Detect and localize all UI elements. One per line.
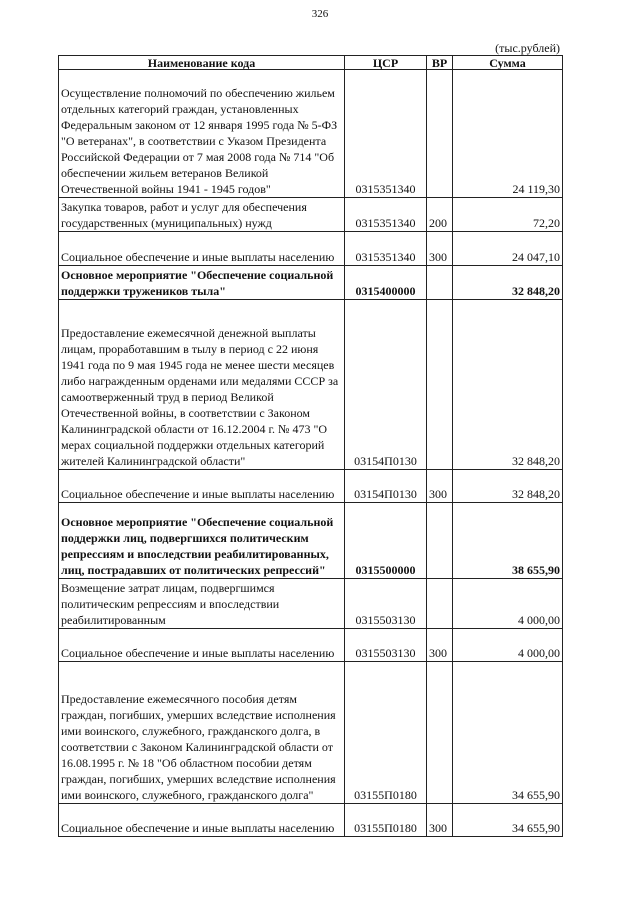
- cell-sum: 32 848,20: [453, 470, 563, 503]
- cell-name: Предоставление ежемесячной денежной выплаты лицам, проработавшим в тылу в период с 22 июня 1941 года по 9 мая 1945 года не менее шести месяцев либо награжденным орденами или медалями СССР за самоотверженный труд в период Великой Отечественной войны, в соответствии с Законом Калининградской области от 16.12.2004 г. № 473 "О мерах социальной поддержки отдельных категорий жителей Калининградской области": [59, 300, 345, 470]
- cell-csr: 0315351340: [345, 70, 427, 198]
- cell-vr: 300: [427, 629, 453, 662]
- table-row: [59, 503, 563, 579]
- cell-sum: 32 848,20: [453, 266, 563, 300]
- cell-name: Социальное обеспечение и иные выплаты населению: [59, 804, 345, 837]
- cell-name: Возмещение затрат лицам, подвергшимся политическим репрессиям и впоследствии реабилитированным: [59, 579, 345, 629]
- cell-name: Осуществление полномочий по обеспечению жильем отдельных категорий граждан, установленных Федеральным законом от 12 января 1995 года № 5-ФЗ "О ветеранах", в соответствии с Указом Президента Российской Федерации от 7 мая 2008 года № 714 "Об обеспечении жильем ветеранов Великой Отечественной войны 1941 - 1945 годов": [59, 70, 345, 198]
- cell-vr: [427, 70, 453, 198]
- cell-name: Основное мероприятие "Обеспечение социальной поддержки тружеников тыла": [59, 266, 345, 300]
- cell-sum: 72,20: [453, 198, 563, 232]
- page-number: 326: [311, 8, 329, 20]
- table-row: [59, 629, 563, 662]
- cell-vr: 200: [427, 198, 453, 232]
- cell-csr: 0315500000: [345, 503, 427, 579]
- cell-sum: 38 655,90: [453, 503, 563, 579]
- cell-vr: [427, 662, 453, 804]
- cell-sum: 24 047,10: [453, 232, 563, 266]
- table-row: [59, 300, 563, 470]
- header-csr: ЦСР: [345, 56, 427, 70]
- cell-sum: 4 000,00: [453, 629, 563, 662]
- cell-csr: 03154П0130: [345, 300, 427, 470]
- cell-csr: 0315400000: [345, 266, 427, 300]
- cell-sum: 32 848,20: [453, 300, 563, 470]
- cell-vr: [427, 503, 453, 579]
- budget-table: [58, 55, 563, 837]
- table-row: [59, 579, 563, 629]
- cell-csr: 0315503130: [345, 629, 427, 662]
- cell-csr: 0315351340: [345, 198, 427, 232]
- table-row: [59, 662, 563, 804]
- cell-name: Социальное обеспечение и иные выплаты населению: [59, 629, 345, 662]
- cell-csr: 0315351340: [345, 232, 427, 266]
- cell-name: Социальное обеспечение и иные выплаты населению: [59, 470, 345, 503]
- cell-csr: 03155П0180: [345, 662, 427, 804]
- header-vr: ВР: [427, 56, 453, 70]
- cell-csr: 0315503130: [345, 579, 427, 629]
- cell-vr: 300: [427, 232, 453, 266]
- table-row: [59, 804, 563, 837]
- units-label: (тыс.рублей): [495, 41, 560, 55]
- table-row: [59, 198, 563, 232]
- table-row: [59, 470, 563, 503]
- cell-vr: [427, 266, 453, 300]
- table-row: [59, 70, 563, 198]
- cell-name: Социальное обеспечение и иные выплаты населению: [59, 232, 345, 266]
- cell-name: Закупка товаров, работ и услуг для обеспечения государственных (муниципальных) нужд: [59, 198, 345, 232]
- cell-vr: 300: [427, 470, 453, 503]
- table-header-row: [59, 56, 563, 70]
- cell-sum: 24 119,30: [453, 70, 563, 198]
- cell-vr: [427, 579, 453, 629]
- cell-name: Основное мероприятие "Обеспечение социальной поддержки лиц, подвергшихся политическим репрессиям и впоследствии реабилитированных, лиц, пострадавших от политических репрессий": [59, 503, 345, 579]
- cell-vr: [427, 300, 453, 470]
- cell-sum: 34 655,90: [453, 662, 563, 804]
- header-sum: Сумма: [453, 56, 563, 70]
- cell-csr: 03155П0180: [345, 804, 427, 837]
- cell-csr: 03154П0130: [345, 470, 427, 503]
- table-row: [59, 232, 563, 266]
- cell-sum: 4 000,00: [453, 579, 563, 629]
- header-name: Наименование кода: [59, 56, 345, 70]
- cell-name: Предоставление ежемесячного пособия детям граждан, погибших, умерших вследствие исполнения ими воинского, служебного, гражданского долга, в соответствии с Законом Калининградской области от 16.08.1995 г. № 18 "Об областном пособии детям граждан, погибших, умерших вследствие исполнения ими воинского, служебного, гражданского долга": [59, 662, 345, 804]
- cell-sum: 34 655,90: [453, 804, 563, 837]
- cell-vr: 300: [427, 804, 453, 837]
- table-row: [59, 266, 563, 300]
